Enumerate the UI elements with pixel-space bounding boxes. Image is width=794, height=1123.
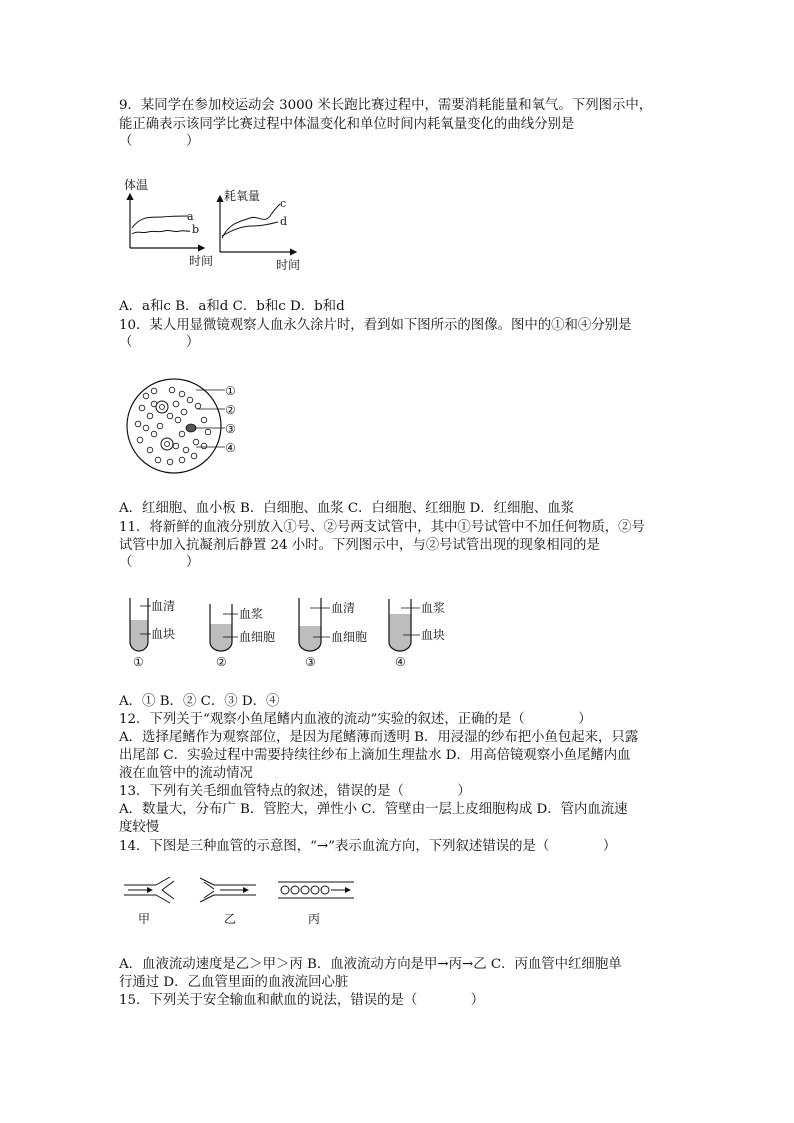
vessel-bing-label: 丙 [308, 912, 321, 926]
q10-stem-line1: 10．某人用显微镜观察人血永久涂片时，看到如下图所示的图像。图中的①和④分别是 [119, 318, 632, 333]
curve-d-label: d [280, 215, 288, 228]
q12-options-line3: 液在血管中的流动情况 [119, 766, 253, 781]
tube-2-number: ② [216, 655, 227, 669]
q9-options: A．a和c B．a和d C．b和c D．b和d [119, 299, 345, 314]
tube-4-bottom-label: 血块 [421, 628, 446, 642]
tube-4-number: ④ [395, 655, 406, 669]
red-blood-cell [169, 387, 175, 393]
q9-answer-paren: （ ） [119, 134, 200, 149]
red-blood-cell [151, 431, 157, 437]
tube-4 [389, 599, 445, 669]
red-blood-cell [143, 393, 149, 399]
red-blood-cell [137, 437, 143, 443]
red-blood-cell [139, 405, 145, 411]
tube-3-top-label: 血清 [331, 601, 356, 615]
q9-graph2-xlabel: 时间 [276, 258, 301, 272]
curve-a-label: a [187, 210, 194, 223]
red-blood-cell [147, 413, 153, 419]
q11-options: A．① B．② C．③ D．④ [119, 694, 280, 709]
red-blood-cell [201, 443, 207, 449]
q9-graph2-ylabel: 耗氧量 [224, 189, 261, 203]
red-blood-cell [167, 459, 173, 465]
body-temperature-graph [124, 177, 213, 268]
label-2: ② [225, 403, 236, 417]
vessel-jia-label: 甲 [138, 912, 151, 926]
red-blood-cell [195, 403, 201, 409]
tube-2 [210, 604, 275, 669]
q9-graph1-ylabel: 体温 [124, 178, 149, 192]
q11-stem-line2: 试管中加入抗凝剂后静置 24 小时。下列图示中，与②号试管出现的现象相同的是 [119, 538, 600, 553]
red-blood-cell [173, 443, 179, 449]
red-blood-cell [191, 453, 197, 459]
q9-stem-line1: 9．某同学在参加校运动会 3000 米长跑比赛过程中，需要消耗能量和氧气。下列图示中， [119, 98, 653, 113]
q14-stem: 14．下图是三种血管的示意图，“→”表示血流方向，下列叙述错误的是（ ） [119, 839, 617, 854]
red-blood-cell [179, 391, 185, 397]
tube-4-top-label: 血浆 [421, 601, 446, 615]
red-blood-cell [173, 401, 179, 407]
red-blood-cell [155, 457, 161, 463]
red-blood-cell [193, 439, 199, 445]
tube-1-top-label: 血清 [151, 599, 176, 613]
q12-options-line2: 出尾部 C．实验过程中需要持续往纱布上滴加生理盐水 D．用高倍镜观察小鱼尾鳍内血 [119, 748, 631, 763]
red-blood-cell [157, 423, 163, 429]
q13-options-line2: 度较慢 [119, 820, 160, 835]
label-1: ① [225, 384, 236, 398]
tube-3-bottom-label: 血细胞 [331, 630, 368, 644]
vessel-yi [200, 878, 256, 926]
q9-graph1-xlabel: 时间 [189, 254, 214, 268]
vessel-yi-label: 乙 [224, 912, 237, 926]
oxygen-consumption-graph [220, 188, 300, 272]
tube-3 [299, 598, 367, 669]
red-blood-cell [187, 397, 193, 403]
label-4: ④ [225, 441, 236, 455]
curve-b-label: b [192, 223, 200, 236]
q12-options-line1: A．选择尾鳍作为观察部位，是因为尾鳍薄而透明 B．用浸湿的纱布把小鱼包起来，只露 [119, 730, 639, 745]
tube-1 [130, 598, 175, 669]
q12-stem: 12．下列关于“观察小鱼尾鳍内血液的流动”实验的叙述，正确的是（ ） [119, 712, 592, 727]
q15-stem: 15．下列关于安全输血和献血的说法，错误的是（ ） [119, 993, 485, 1008]
label-3: ③ [225, 422, 236, 436]
q10-answer-paren: （ ） [119, 335, 200, 350]
tube-2-top-label: 血浆 [239, 607, 264, 621]
q11-test-tubes-figure [125, 596, 455, 670]
tube-1-bottom-label: 血块 [151, 627, 176, 641]
red-blood-cell [181, 409, 187, 415]
q13-stem: 13．下列有关毛细血管特点的叙述，错误的是（ ） [119, 784, 471, 799]
red-blood-cell [205, 429, 211, 435]
red-blood-cell [147, 447, 153, 453]
q14-options-line1: A．血液流动速度是乙＞甲＞丙 B．血液流动方向是甲→丙→乙 C．丙血管中红细胞单 [119, 957, 622, 972]
q9-graphs-figure [118, 172, 308, 272]
red-blood-cell [175, 417, 181, 423]
q10-blood-smear-figure [124, 376, 254, 481]
vessel-jia [124, 877, 174, 926]
q14-options-line2: 行通过 D．乙血管里面的血液流回心脏 [119, 975, 349, 990]
red-blood-cell [179, 431, 185, 437]
vessel-bing [278, 882, 354, 926]
red-blood-cell [179, 457, 185, 463]
q9-stem-line2: 能正确表示该同学比赛过程中体温变化和单位时间内耗氧量变化的曲线分别是 [119, 117, 575, 132]
q11-stem-line1: 11．将新鲜的血液分别放入①号、②号两支试管中，其中①号试管中不加任何物质，②号 [119, 520, 645, 535]
q13-options-line1: A．数量大，分布广 B．管腔大，弹性小 C．管壁由一层上皮细胞构成 D．管内血流速 [119, 802, 628, 817]
red-blood-cell [151, 388, 157, 394]
q11-answer-paren: （ ） [119, 555, 200, 570]
tube-3-number: ③ [305, 655, 316, 669]
red-blood-cell [167, 413, 173, 419]
red-blood-cell [143, 425, 149, 431]
red-blood-cell [201, 417, 207, 423]
tube-2-bottom-label: 血细胞 [239, 630, 276, 644]
red-blood-cell [135, 421, 141, 427]
tube-1-number: ① [133, 655, 144, 669]
curve-c-label: c [280, 197, 287, 210]
q14-blood-vessels-figure [120, 876, 360, 928]
q10-options: A．红细胞、血小板 B．白细胞、血浆 C．白细胞、红细胞 D．红细胞、血浆 [119, 501, 574, 516]
red-blood-cell [183, 447, 189, 453]
